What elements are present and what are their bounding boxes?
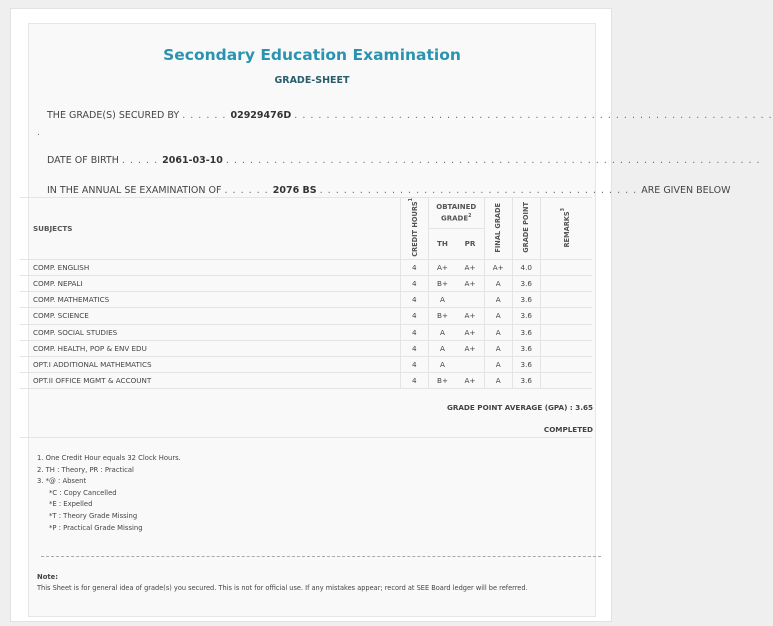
exam-year: 2076 BS bbox=[272, 185, 317, 196]
note-text: This Sheet is for general idea of grade(s) you secured. This is not for official use. If any mistakes appear; record at SEE Board ledger will be referred. bbox=[37, 584, 528, 592]
table-row bbox=[20, 356, 592, 372]
gpa-summary: GRADE POINT AVERAGE (GPA) : 3.65 bbox=[446, 403, 593, 412]
cell-remarks bbox=[540, 292, 592, 308]
result-status: COMPLETED bbox=[543, 425, 593, 434]
cell-subject: OPT.II OFFICE MGMT & ACCOUNT bbox=[20, 373, 400, 389]
cell-subject: COMP. MATHEMATICS bbox=[20, 292, 400, 308]
cell-th: A bbox=[428, 340, 456, 356]
note-heading: Note: bbox=[37, 573, 58, 581]
table-row bbox=[20, 324, 592, 340]
cell-subject: COMP. SCIENCE bbox=[20, 308, 400, 324]
footnote-3-copy-cancelled: *C : Copy Cancelled bbox=[49, 488, 117, 497]
cell-final-grade: A bbox=[484, 356, 512, 372]
header-th: TH bbox=[428, 228, 456, 259]
cell-final-grade: A bbox=[484, 275, 512, 291]
cell-final-grade: A bbox=[484, 308, 512, 324]
cell-remarks bbox=[540, 356, 592, 372]
cell-final-grade: A bbox=[484, 324, 512, 340]
cell-credit-hours: 4 bbox=[400, 275, 428, 291]
cell-final-grade: A+ bbox=[484, 259, 512, 275]
cell-grade-point: 3.6 bbox=[512, 292, 540, 308]
cell-remarks bbox=[540, 324, 592, 340]
cell-subject: OPT.I ADDITIONAL MATHEMATICS bbox=[20, 356, 400, 372]
footnote-3-theory-missing: *T : Theory Grade Missing bbox=[49, 511, 138, 520]
footnote-3: 3. *@ : Absent bbox=[37, 477, 87, 486]
footnotes bbox=[37, 453, 181, 534]
page-title: Secondary Education Examination bbox=[163, 46, 461, 64]
cell-pr: A+ bbox=[456, 308, 484, 324]
header-final-grade: FINAL GRADE bbox=[484, 198, 512, 260]
cell-pr: A+ bbox=[456, 275, 484, 291]
cell-credit-hours: 4 bbox=[400, 356, 428, 372]
header-grade-point: GRADE POINT bbox=[512, 198, 540, 260]
table-row bbox=[20, 373, 592, 389]
symbol-number: 02929476D bbox=[230, 110, 292, 121]
cell-grade-point: 3.6 bbox=[512, 373, 540, 389]
cell-pr: A+ bbox=[456, 373, 484, 389]
dob-label: DATE OF BIRTH bbox=[47, 155, 119, 166]
cell-remarks bbox=[540, 340, 592, 356]
cell-grade-point: 3.6 bbox=[512, 356, 540, 372]
header-subjects: SUBJECTS bbox=[20, 198, 400, 260]
table-row bbox=[20, 308, 592, 324]
cell-pr bbox=[456, 356, 484, 372]
divider bbox=[20, 437, 592, 438]
cell-subject: COMP. ENGLISH bbox=[20, 259, 400, 275]
cell-grade-point: 3.6 bbox=[512, 275, 540, 291]
cell-subject: COMP. HEALTH, POP & ENV EDU bbox=[20, 340, 400, 356]
cell-remarks bbox=[540, 275, 592, 291]
cell-pr: A+ bbox=[456, 324, 484, 340]
cell-grade-point: 3.6 bbox=[512, 324, 540, 340]
dob-line: DATE OF BIRTH . . . . . 2061-03-10 . . . . . . . . . . . . . . . . . . . . . . . . . . . . . . . . . . . . . . . . . . . . . . . . . . . . . . . . . . . . . . . . . . . bbox=[47, 155, 761, 166]
table-row bbox=[20, 275, 592, 291]
header-remarks: REMARKS$^3$ bbox=[540, 198, 592, 260]
given-below: ARE GIVEN BELOW bbox=[641, 185, 731, 196]
cell-th: B+ bbox=[428, 308, 456, 324]
table-row bbox=[20, 292, 592, 308]
exam-label: IN THE ANNUAL SE EXAMINATION OF bbox=[47, 185, 222, 196]
dob-value: 2061-03-10 bbox=[162, 155, 223, 166]
cell-final-grade: A bbox=[484, 292, 512, 308]
cell-credit-hours: 4 bbox=[400, 292, 428, 308]
dot-leader: . bbox=[37, 128, 40, 138]
dashed-divider bbox=[41, 556, 601, 557]
cell-grade-point: 4.0 bbox=[512, 259, 540, 275]
grades-table bbox=[20, 197, 592, 389]
footnote-2: 2. TH : Theory, PR : Practical bbox=[37, 465, 134, 474]
cell-credit-hours: 4 bbox=[400, 373, 428, 389]
table-row bbox=[20, 259, 592, 275]
cell-grade-point: 3.6 bbox=[512, 308, 540, 324]
cell-credit-hours: 4 bbox=[400, 308, 428, 324]
header-pr: PR bbox=[456, 228, 484, 259]
cell-subject: COMP. NEPALI bbox=[20, 275, 400, 291]
cell-pr: A+ bbox=[456, 259, 484, 275]
header-credit-hours: CREDIT HOURS$^1$ bbox=[400, 198, 428, 260]
cell-credit-hours: 4 bbox=[400, 324, 428, 340]
cell-pr: A+ bbox=[456, 340, 484, 356]
cell-subject: COMP. SOCIAL STUDIES bbox=[20, 324, 400, 340]
cell-remarks bbox=[540, 259, 592, 275]
cell-credit-hours: 4 bbox=[400, 340, 428, 356]
cell-pr bbox=[456, 292, 484, 308]
cell-th: A bbox=[428, 292, 456, 308]
cell-th: A bbox=[428, 356, 456, 372]
exam-line: IN THE ANNUAL SE EXAMINATION OF . . . . . . 2076 BS . . . . . . . . . . . . . . . . . . . . . . . . . . . . . . . . . . . . . . . . ARE GIVEN BELOW bbox=[47, 185, 731, 196]
cell-remarks bbox=[540, 308, 592, 324]
header-obtained-grade: OBTAINED GRADE$^2$ bbox=[428, 198, 484, 229]
cell-th: A bbox=[428, 324, 456, 340]
cell-grade-point: 3.6 bbox=[512, 340, 540, 356]
grades-secured-label: THE GRADE(S) SECURED BY bbox=[47, 110, 180, 121]
cell-credit-hours: 4 bbox=[400, 259, 428, 275]
footnote-3-expelled: *E : Expelled bbox=[49, 500, 93, 509]
cell-final-grade: A bbox=[484, 340, 512, 356]
cell-final-grade: A bbox=[484, 373, 512, 389]
footnote-1: 1. One Credit Hour equals 32 Clock Hours. bbox=[37, 454, 181, 462]
table-row bbox=[20, 340, 592, 356]
cell-th: B+ bbox=[428, 373, 456, 389]
page-subtitle: GRADE-SHEET bbox=[274, 75, 350, 86]
grade-sheet-container bbox=[10, 8, 773, 622]
footnote-3-practical-missing: *P : Practical Grade Missing bbox=[49, 523, 143, 532]
cell-remarks bbox=[540, 373, 592, 389]
grades-secured-line: THE GRADE(S) SECURED BY . . . . . . 02929476D . . . . . . . . . . . . . . . . . . . . . . . . . . . . . . . . . . . . . . . . . . . . . . . . . . . . . . . . . . . . bbox=[47, 110, 773, 121]
cell-th: A+ bbox=[428, 259, 456, 275]
cell-th: B+ bbox=[428, 275, 456, 291]
